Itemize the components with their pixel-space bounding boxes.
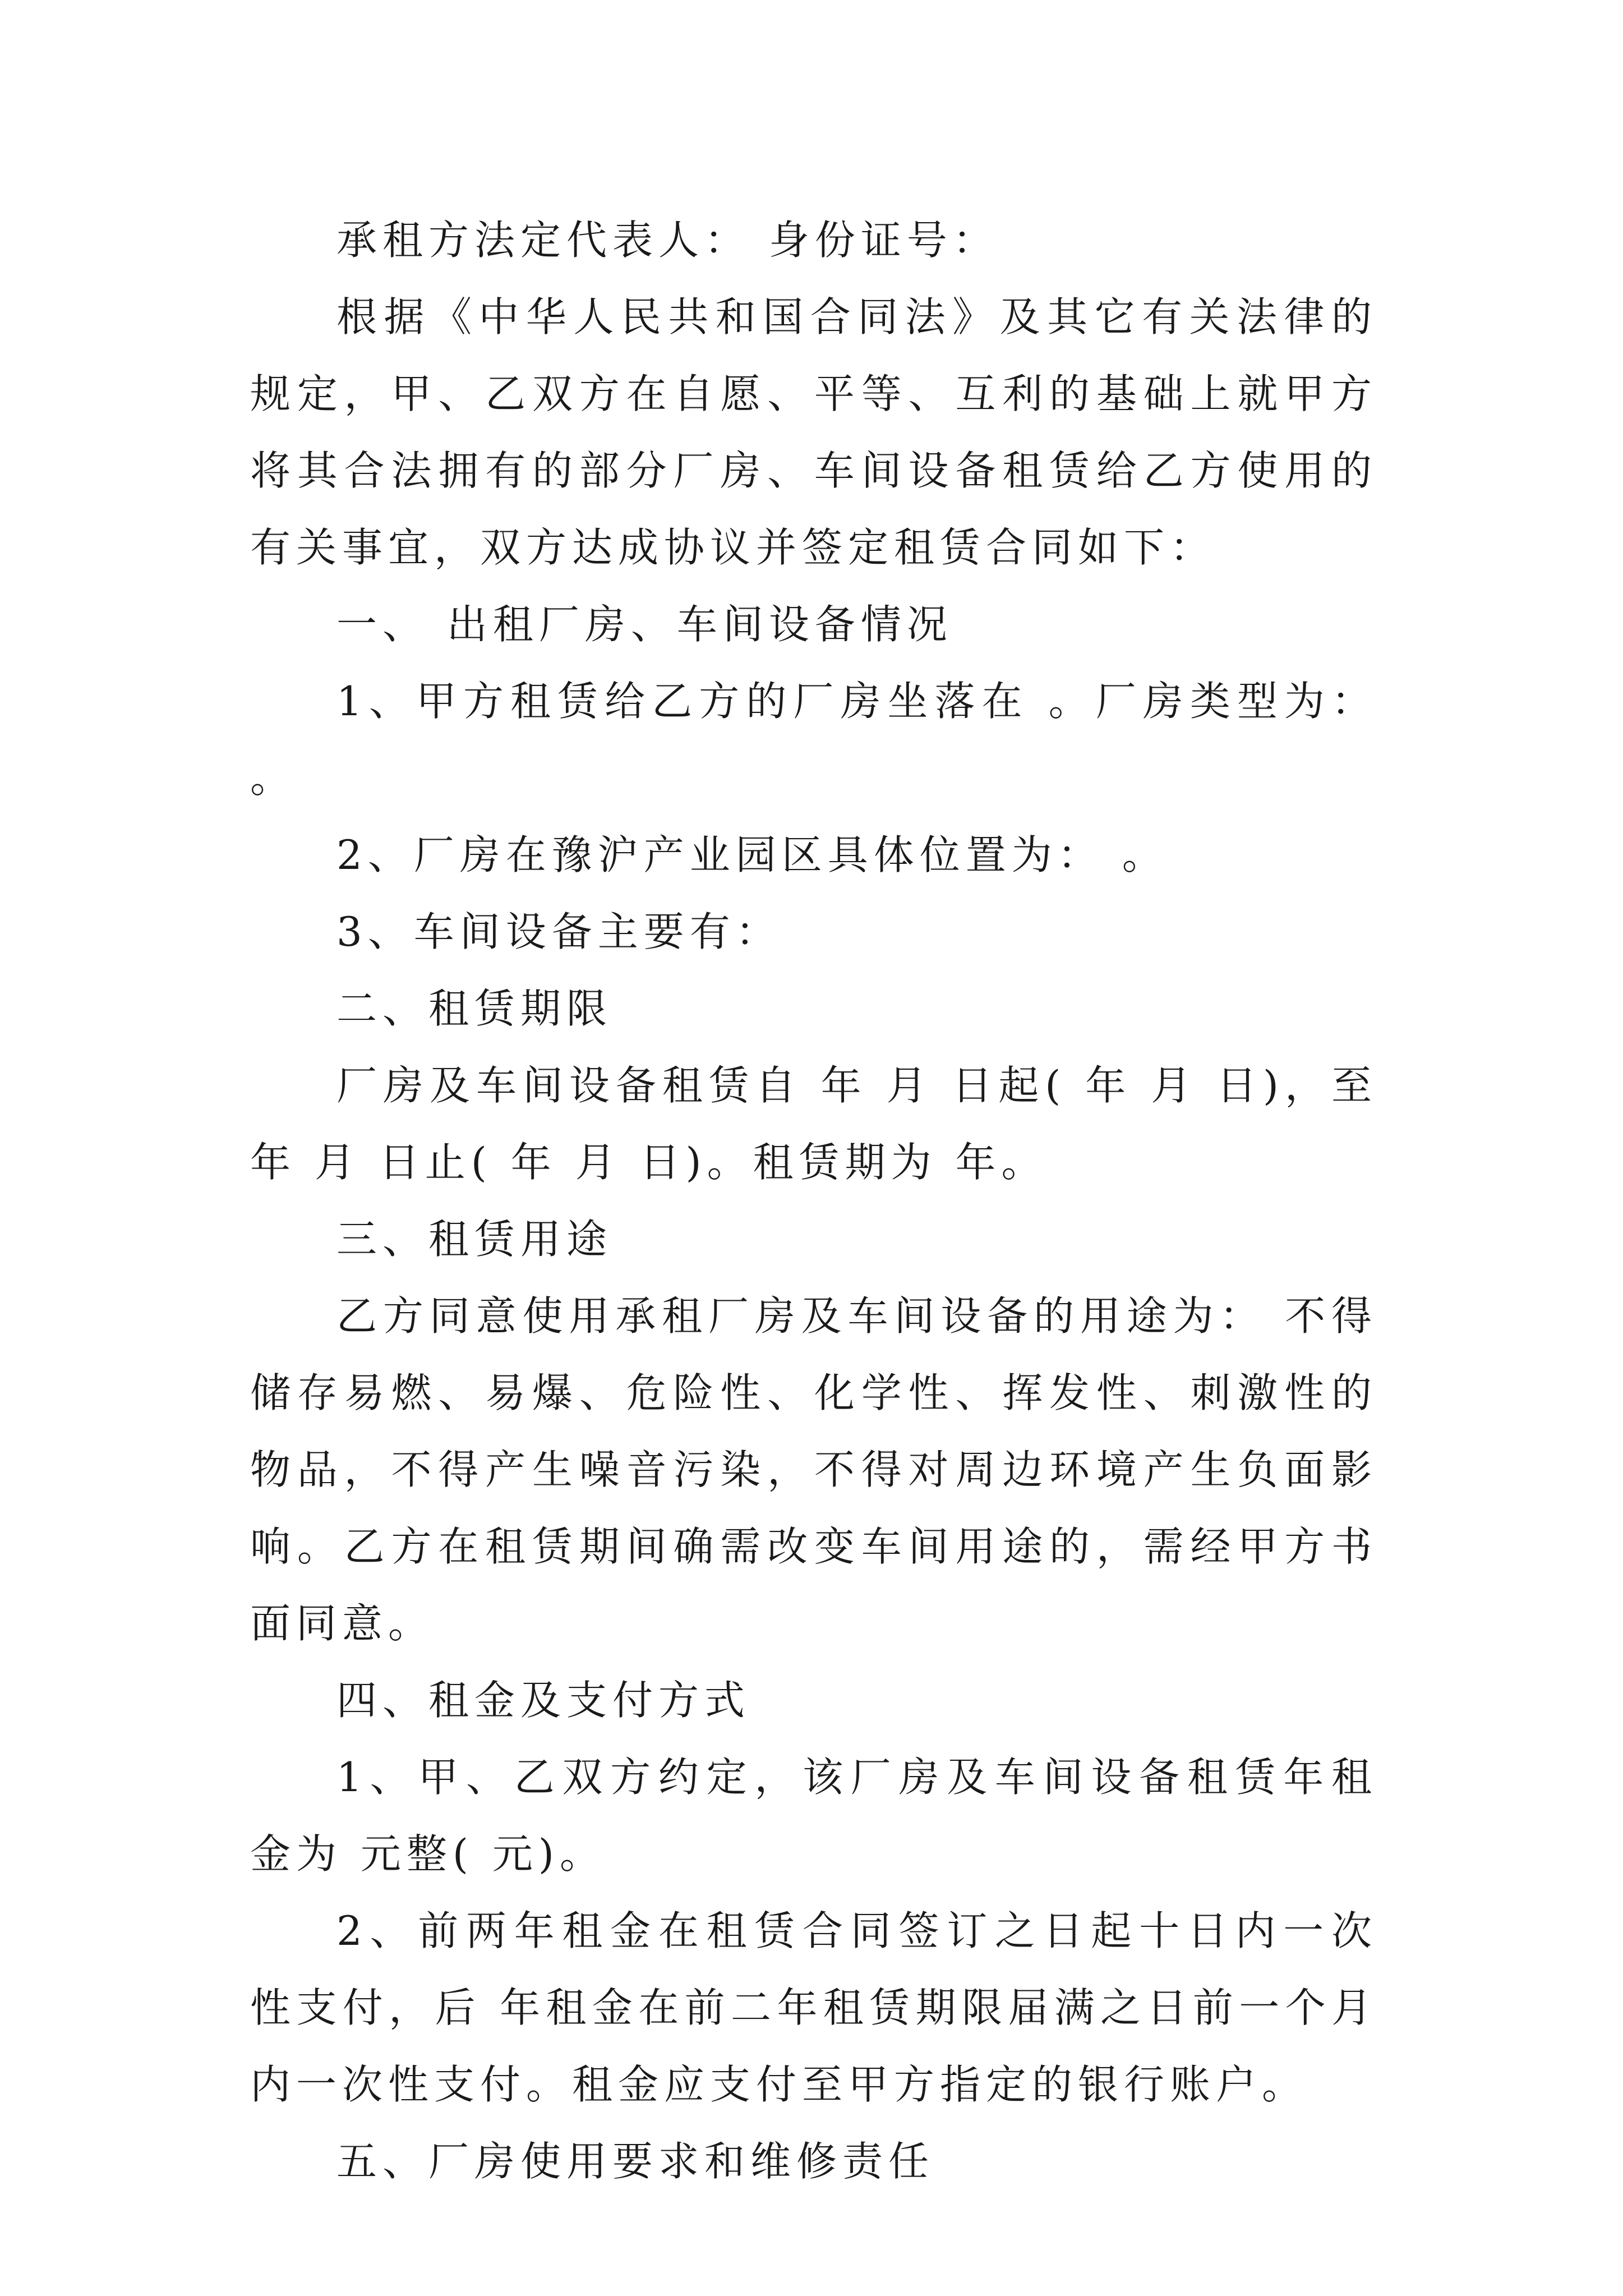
paragraph-lessee-representative: 承租方法定代表人： 身份证号： [336,217,999,264]
clause-equipment: 3、车间设备主要有： [336,908,782,955]
clause-park-position: 2、厂房在豫沪产业园区具体位置为： 。 [336,831,1168,878]
clause-lease-term: 厂房及车间设备租赁自 年 月 日起( 年 月 日)，至 年 月 日止( 年 月 日)。租赁期为 年。 [250,1062,1377,1186]
clause-rent-payment: 2、前两年租金在租赁合同签订之日起十日内一次性支付，后 年租金在前二年租赁期限届满之日前一个月内一次性支付。租金应支付至甲方指定的银行账户。 [250,1907,1377,2108]
clause-annual-rent: 1、甲、乙双方约定，该厂房及车间设备租赁年租金为 元整( 元)。 [250,1754,1377,1878]
section-heading-term: 二、租赁期限 [336,985,613,1032]
document-body [250,202,1377,2200]
paragraph-preamble: 根据《中华人民共和国合同法》及其它有关法律的规定，甲、乙双方在自愿、平等、互利的基础上就甲方将其合法拥有的部分厂房、车间设备租赁给乙方使用的有关事宜，双方达成协议并签定租赁合同如下： [250,293,1377,571]
section-heading-maintenance: 五、厂房使用要求和维修责任 [336,2138,935,2185]
section-heading-premises: 一、 出租厂房、车间设备情况 [336,601,953,648]
section-heading-rent: 四、租金及支付方式 [336,1677,751,1724]
section-heading-purpose: 三、租赁用途 [336,1216,613,1263]
clause-lease-purpose: 乙方同意使用承租厂房及车间设备的用途为： 不得储存易燃、易爆、危险性、化学性、挥发性、刺激性的物品，不得产生噪音污染，不得对周边环境产生负面影响。乙方在租赁期间确需改变车间用途的，需经甲方书面同意。 [250,1292,1377,1647]
clause-premises-location: 1、甲方租赁给乙方的厂房坐落在 。厂房类型为： 。 [250,678,1377,802]
